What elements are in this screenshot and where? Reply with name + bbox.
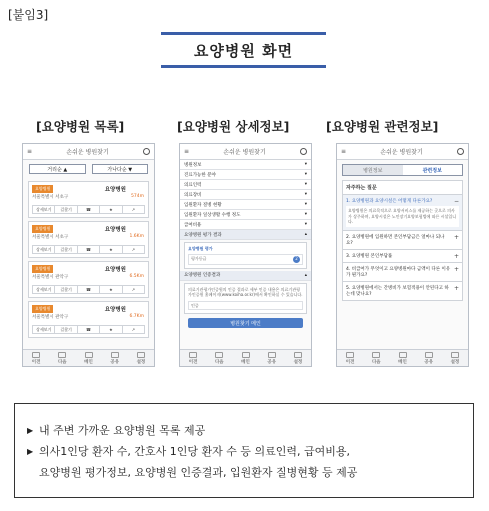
minus-icon: − [453,198,459,205]
detail-button[interactable]: 상세보기 [33,286,55,293]
attachment-label: [붙임3] [8,8,49,22]
evaluation-box [184,242,307,269]
tab-bar [342,164,463,176]
phone-related-screen [336,143,469,367]
card-buttons [32,325,145,334]
faq-header: 자주하는 질문 [342,180,463,195]
hospital-search-main-button[interactable]: 병원찾기 메인 [188,318,303,328]
home-icon [399,352,407,358]
chevron-down-icon: ▾ [304,222,307,227]
star-icon[interactable]: ★ [100,326,122,333]
hospital-address: 서울특별시 관악구 [32,315,69,320]
back-icon [189,352,197,358]
phone-detail-screen [179,143,312,367]
bottom-nav [337,349,468,366]
hospital-address: 서울특별시 관악구 [32,275,69,280]
status-badge: 요양병원 [32,185,53,193]
plus-icon: + [453,284,459,292]
page-title: 요양병원 화면 [193,42,294,60]
phone-list-screen [22,143,155,367]
nav-settings[interactable]: 설정 [285,350,311,366]
status-badge: 요양병원 [32,265,53,273]
faq-question: 2. 요양병원에 입원하면 본인부담금은 얼마나 되나요? [346,234,445,246]
card-buttons [32,245,145,254]
directions-button[interactable]: 길찾기 [55,326,77,333]
hospital-name: 요양병원 [104,187,126,193]
app-header [337,144,468,160]
sort-bar [23,160,154,178]
directions-button[interactable]: 길찾기 [55,206,77,213]
gear-icon [294,352,302,358]
sort-name-button[interactable]: 가나다순 ▼ [92,164,149,174]
share-icon[interactable]: ↗ [131,247,135,252]
faq-question: 4. 비급여가 무엇이고 요양병원마다 금액이 다른 이유가 뭔가요? [346,266,451,278]
menu-item[interactable]: 입원환자 질병 현황 ▾ [180,200,311,210]
section-label-list: [요양병원 목록] [36,119,125,134]
tab-related-info[interactable]: 관련정보 [403,165,463,175]
forward-icon [215,352,223,358]
faq-question: 3. 요양병원 본인부담률 [346,253,393,259]
search-icon[interactable] [457,148,464,155]
app-title: 손쉬운 병원찾기 [66,149,109,156]
detail-button[interactable]: 상세보기 [33,326,55,333]
menu-icon[interactable]: ≡ [27,148,33,155]
app-header [23,144,154,160]
hospital-card[interactable] [28,261,149,298]
nav-prev[interactable]: 이전 [23,350,49,366]
phone-icon[interactable]: ☎ [78,246,100,253]
nav-home[interactable]: 메인 [389,350,415,366]
bottom-nav [23,349,154,366]
chevron-up-icon: ▴ [304,272,307,278]
nav-next[interactable]: 다음 [49,350,75,366]
hospital-card[interactable] [28,181,149,218]
star-icon[interactable]: ★ [100,206,122,213]
evaluation-title: 요양병원 평가 [188,246,213,251]
cert-field: 인증 [188,301,303,311]
app-title: 손쉬운 병원찾기 [223,149,266,156]
menu-item-active[interactable]: 요양병원 평가 결과 ▴ [180,230,311,240]
faq-question: 5. 요양병원에서는 간병비가 보험적용이 안된다고 하는데 맞나요? [346,285,449,297]
app-title: 손쉬운 병원찾기 [380,149,423,156]
hospital-address: 서울특별시 서초구 [32,235,69,240]
hospital-distance: 574m [131,194,144,199]
chevron-down-icon: ▾ [304,162,307,167]
bullet-arrow-icon: ▶ [27,426,34,435]
summary-box [14,403,474,498]
evaluation-label: 평가등급 [191,256,207,262]
faq-question: 1. 요양병원과 요양시설은 어떻게 다른가요? [346,199,433,204]
gear-icon [451,352,459,358]
home-icon [85,352,93,358]
grade-badge: 2 [293,256,300,263]
faq-item[interactable] [342,250,463,263]
share-icon[interactable]: ↗ [131,327,135,332]
hospital-name: 요양병원 [104,227,126,233]
faq-item-open[interactable] [342,195,463,231]
cert-header[interactable]: 요양병원 인증결과 ▴ [180,271,311,281]
summary-item: ▶ 내 주변 가까운 요양병원 목록 제공 [27,420,461,441]
share-icon [425,352,433,358]
detail-menu [180,160,311,240]
menu-item[interactable]: 입원환자 일상생활 수행 정도 ▾ [180,210,311,220]
hospital-distance: 6.7Km [129,314,144,319]
summary-item-continued: 요양병원 평가정보, 요양병원 인증결과, 입원환자 질병현황 등 제공 [39,466,358,479]
faq-answer: 요양병원은 의료목적으로 요양서비스를 제공하는 곳으로 의사가 상주하며, 요양시설은 노인장기요양보험법에 따른 시설입니다. [346,206,459,227]
nav-prev[interactable]: 이전 [337,350,363,366]
evaluation-row [188,254,303,265]
search-icon[interactable] [143,148,150,155]
star-icon[interactable]: ★ [100,286,122,293]
menu-item[interactable]: 병원정보 ▾ [180,160,311,170]
menu-item[interactable]: 의료인력 ▾ [180,180,311,190]
faq-item[interactable] [342,263,463,282]
back-icon [32,352,40,358]
page-title-box [161,32,326,68]
plus-icon: + [453,265,459,273]
section-label-related: [요양병원 관련정보] [326,119,439,134]
phone-icon[interactable]: ☎ [78,326,100,333]
bottom-nav [180,349,311,366]
forward-icon [372,352,380,358]
status-badge: 요양병원 [32,305,53,313]
menu-item[interactable]: 급여비용 ▾ [180,220,311,230]
bullet-arrow-icon: ▶ [27,447,34,456]
nav-home[interactable]: 메인 [75,350,101,366]
home-icon [242,352,250,358]
tab-hospital-info[interactable]: 병원정보 [343,165,403,175]
detail-button[interactable]: 상세보기 [33,206,55,213]
search-icon[interactable] [300,148,307,155]
nav-next[interactable]: 다음 [206,350,232,366]
share-icon[interactable]: ↗ [131,287,135,292]
status-badge: 요양병원 [32,225,53,233]
cert-box [184,283,307,315]
menu-item[interactable]: 의료장비 ▾ [180,190,311,200]
card-buttons [32,205,145,214]
star-icon[interactable]: ★ [100,246,122,253]
chevron-down-icon: ▾ [304,192,307,197]
phone-icon[interactable]: ☎ [78,206,100,213]
hospital-name: 요양병원 [104,267,126,273]
summary-item: ▶ 의사1인당 환자 수, 간호사 1인당 환자 수 등 의료인력, 급여비용, [27,441,461,462]
directions-button[interactable]: 길찾기 [55,246,77,253]
chevron-down-icon: ▾ [304,172,307,177]
nav-prev[interactable]: 이전 [180,350,206,366]
cert-text: 의료기관평가인증원의 인증 결과로 세부 인증 내용은 의료기관평가인증원 홈페이지(www.koiha.or.kr)에서 확인하실 수 있습니다. [188,286,303,297]
hospital-distance: 1.6Km [129,234,144,239]
back-icon [346,352,354,358]
plus-icon: + [453,252,459,260]
title-bottom-rule [161,65,326,68]
faq-item[interactable] [342,282,463,301]
nav-share[interactable]: 공유 [416,350,442,366]
menu-icon[interactable]: ≡ [341,148,347,155]
nav-share[interactable]: 공유 [259,350,285,366]
chevron-up-icon: ▴ [304,232,307,237]
nav-share[interactable]: 공유 [102,350,128,366]
detail-button[interactable]: 상세보기 [33,246,55,253]
section-label-detail: [요양병원 상세정보] [177,119,290,134]
faq-item[interactable] [342,231,463,250]
sort-distance-button[interactable]: 거리순 ▲ [29,164,86,174]
card-buttons [32,285,145,294]
nav-home[interactable]: 메인 [232,350,258,366]
hospital-card[interactable] [28,221,149,258]
phone-icon[interactable]: ☎ [78,286,100,293]
nav-settings[interactable]: 설정 [442,350,468,366]
plus-icon: + [453,233,459,241]
app-header [180,144,311,160]
gear-icon [137,352,145,358]
hospital-name: 요양병원 [104,307,126,313]
share-icon [111,352,119,358]
hospital-card[interactable] [28,301,149,338]
share-icon [268,352,276,358]
share-icon[interactable]: ↗ [131,207,135,212]
chevron-down-icon: ▾ [304,212,307,217]
directions-button[interactable]: 길찾기 [55,286,77,293]
hospital-distance: 6.5Km [129,274,144,279]
menu-item[interactable]: 진료가능한 분야 ▾ [180,170,311,180]
chevron-down-icon: ▾ [304,182,307,187]
nav-next[interactable]: 다음 [363,350,389,366]
nav-settings[interactable]: 설정 [128,350,154,366]
forward-icon [58,352,66,358]
chevron-down-icon: ▾ [304,202,307,207]
menu-icon[interactable]: ≡ [184,148,190,155]
hospital-address: 서울특별시 서초구 [32,195,69,200]
